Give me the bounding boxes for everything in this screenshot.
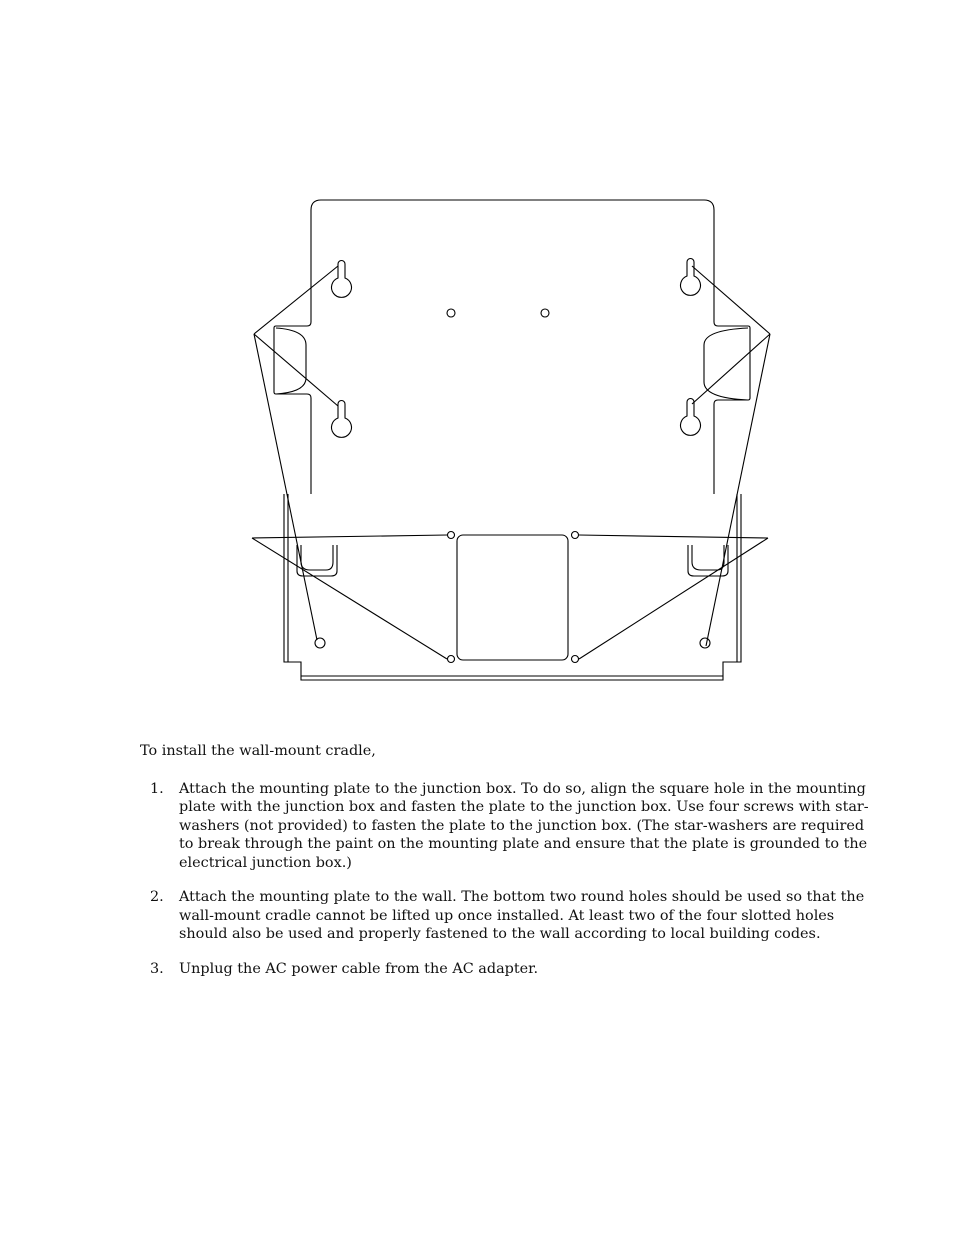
junction-hole-top-right (572, 532, 579, 539)
lower-cradle-outline (284, 494, 741, 680)
left-tab-curve (276, 328, 306, 394)
bottom-round-hole-right (700, 638, 710, 648)
instruction-step (140, 960, 880, 979)
step-text: Unplug the AC power cable from the AC adapter. (179, 960, 539, 977)
junction-hole-bottom-right (572, 656, 579, 663)
instruction-step (140, 888, 880, 944)
instructions-intro: To install the wall-mount cradle, (140, 743, 376, 759)
step-number: 1. (150, 780, 164, 797)
top-hole-right (541, 309, 549, 317)
keyhole-slot-top-right (681, 259, 701, 296)
top-hole-left (447, 309, 455, 317)
keyhole-slot-top-left (332, 261, 352, 298)
callout-junction-holes-left (252, 535, 447, 659)
junction-hole-top-left (448, 532, 455, 539)
instruction-step (140, 780, 880, 873)
right-tab-curve (704, 328, 748, 400)
step-text: Attach the mounting plate to the junction box. To do so, align the square hole in the mounting plate with the junction box and fasten the plate to the junction box. Use four screws with star-washers (not provided) to fasten the plate to the junction box. (The star-washers are required to break through the paint on the mounting plate and ensure that the plate is grounded to the electrical junction box.) (179, 780, 869, 871)
upper-plate-outline (274, 200, 750, 494)
keyhole-slot-bottom-right (681, 399, 701, 436)
installation-instructions (140, 742, 880, 994)
junction-hole-bottom-left (448, 656, 455, 663)
keyhole-slot-bottom-left (332, 401, 352, 438)
step-number: 2. (150, 889, 164, 905)
instruction-steps (140, 780, 880, 979)
callout-slotted-holes-right (692, 266, 770, 646)
callout-junction-holes-right (579, 535, 768, 659)
hook-bracket-right (688, 545, 728, 576)
step-text: Attach the mounting plate to the wall. The bottom two round holes should be used so that the wall-mount cradle cannot be lifted up once installed. At least two of the four slotted holes should also be used and properly fastened to the wall according to local building codes. (179, 889, 865, 942)
step-number: 3. (150, 960, 164, 977)
junction-box-square-hole (457, 535, 568, 660)
